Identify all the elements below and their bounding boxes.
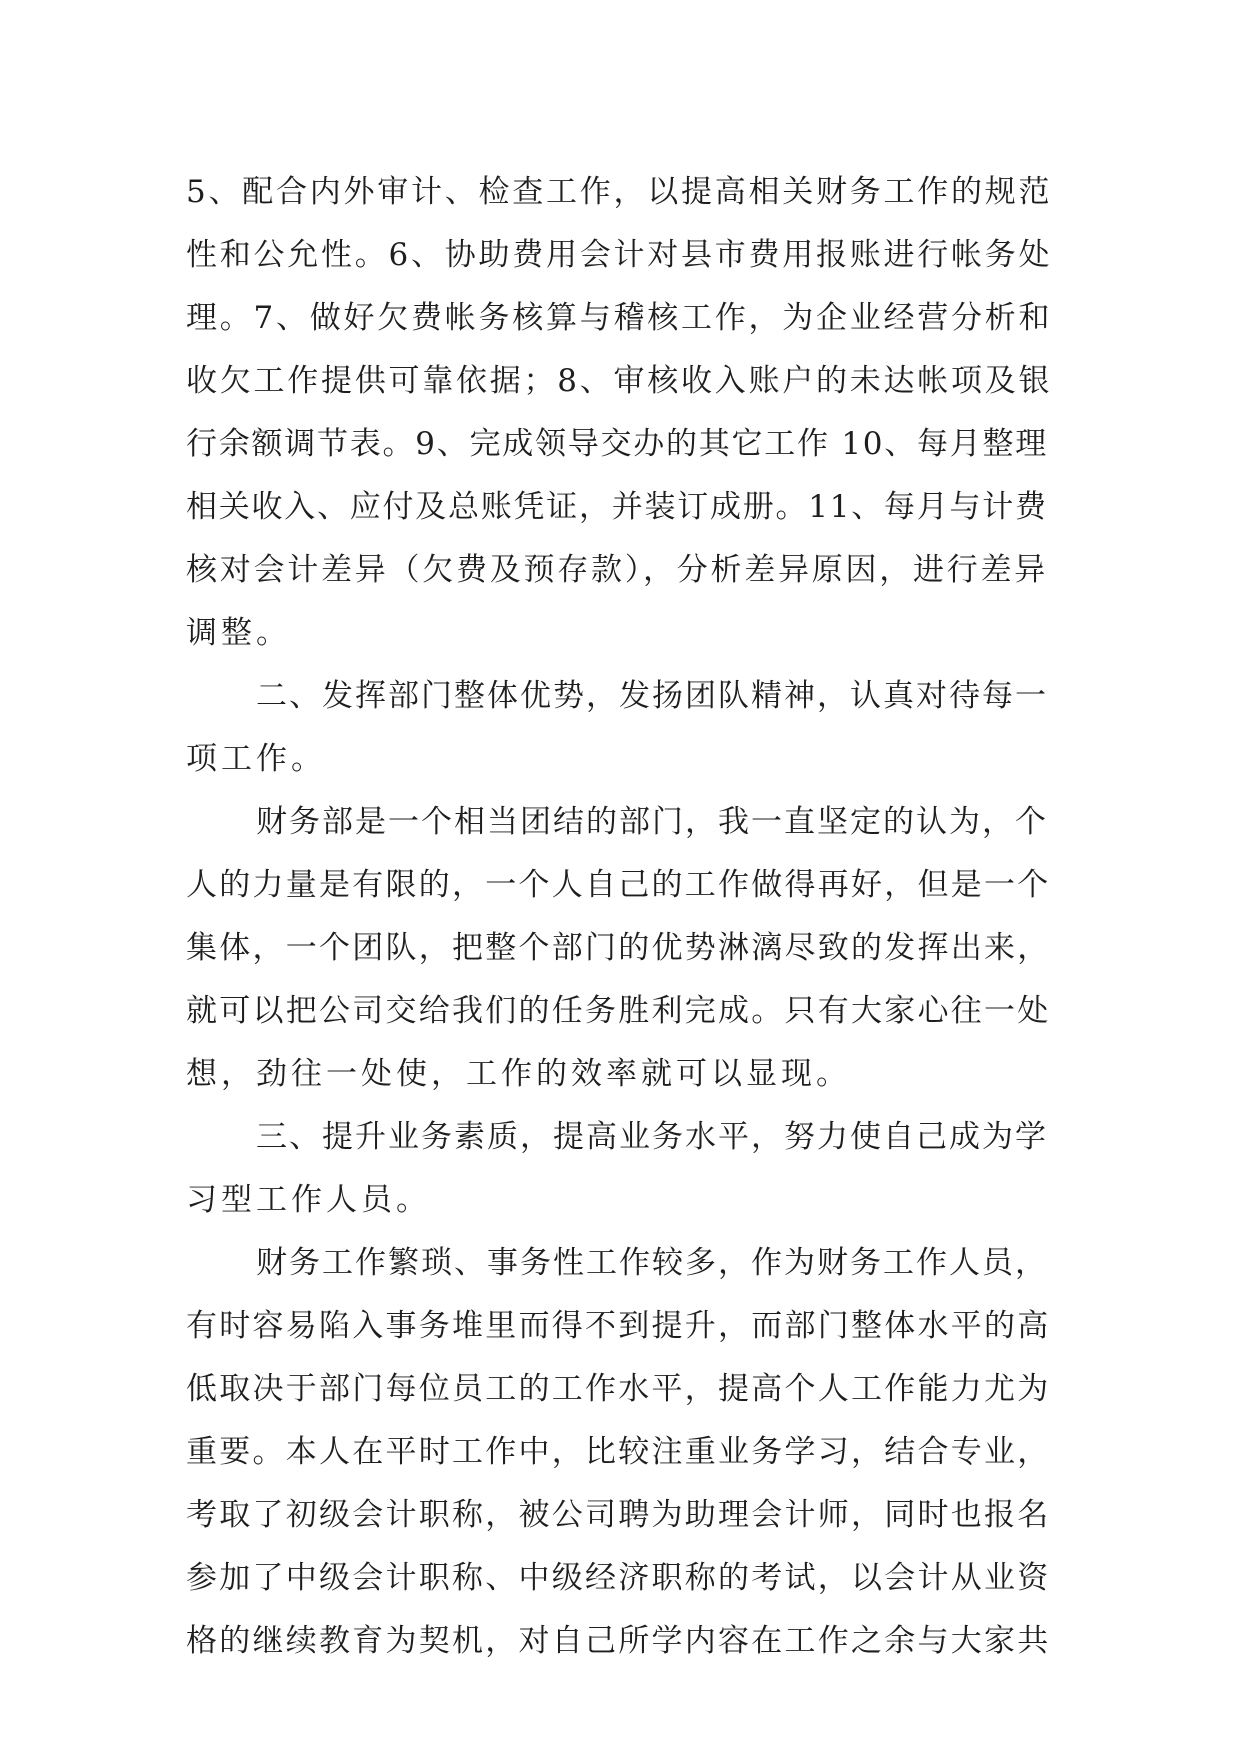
text-line: 格的继续教育为契机，对自己所学内容在工作之余与大家共 xyxy=(186,1623,1051,1659)
text-line: 集体，一个团队，把整个部门的优势淋漓尽致的发挥出来， xyxy=(186,930,1051,966)
text-line: 性和公允性。6、协助费用会计对县市费用报账进行帐务处 xyxy=(186,237,1053,273)
text-line: 重要。本人在平时工作中，比较注重业务学习，结合专业， xyxy=(186,1434,1051,1470)
text-line: 人的力量是有限的，一个人自己的工作做得再好，但是一个 xyxy=(186,867,1051,903)
text-line: 想，劲往一处使，工作的效率就可以显现。 xyxy=(186,1056,851,1092)
text-line: 行余额调节表。9、完成领导交办的其它工作 10、每月整理 xyxy=(186,426,1049,462)
text-line: 就可以把公司交给我们的任务胜利完成。只有大家心往一处 xyxy=(186,993,1051,1029)
text-line: 财务部是一个相当团结的部门，我一直坚定的认为，个 xyxy=(256,804,1048,840)
text-line: 5、配合内外审计、检查工作，以提高相关财务工作的规范 xyxy=(186,174,1053,210)
text-line: 二、发挥部门整体优势，发扬团队精神，认真对待每一 xyxy=(256,678,1048,714)
text-line: 三、提升业务素质，提高业务水平，努力使自己成为学 xyxy=(256,1119,1048,1155)
text-line: 财务工作繁琐、事务性工作较多，作为财务工作人员， xyxy=(256,1245,1048,1281)
text-line: 项工作。 xyxy=(186,741,326,777)
text-line: 低取决于部门每位员工的工作水平，提高个人工作能力尤为 xyxy=(186,1371,1051,1407)
text-line: 参加了中级会计职称、中级经济职称的考试，以会计从业资 xyxy=(186,1560,1051,1596)
text-line: 习型工作人员。 xyxy=(186,1182,431,1218)
text-line: 有时容易陷入事务堆里而得不到提升，而部门整体水平的高 xyxy=(186,1308,1051,1344)
text-line: 调整。 xyxy=(186,615,291,651)
document-body xyxy=(186,161,1052,1673)
text-line: 考取了初级会计职称，被公司聘为助理会计师，同时也报名 xyxy=(186,1497,1051,1533)
text-line: 理。7、做好欠费帐务核算与稽核工作，为企业经营分析和 xyxy=(186,300,1053,336)
text-line: 收欠工作提供可靠依据；8、审核收入账户的未达帐项及银 xyxy=(186,363,1053,399)
text-line: 核对会计差异（欠费及预存款），分析差异原因，进行差异 xyxy=(186,552,1048,588)
text-line: 相关收入、应付及总账凭证，并装订成册。11、每月与计费 xyxy=(186,489,1048,525)
